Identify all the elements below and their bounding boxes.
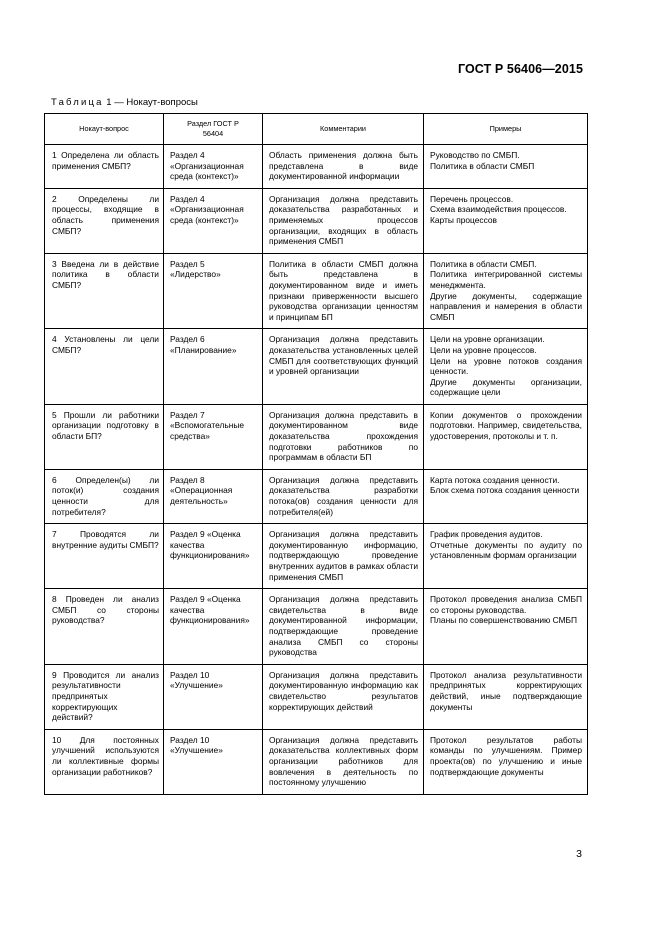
section-cell: Раздел 4 «Организационная среда (контекст)» xyxy=(164,188,263,253)
examples-cell xyxy=(424,664,588,729)
example-item: График проведения аудитов. xyxy=(430,529,543,540)
section-cell: Раздел 4 «Организационная среда (контекст)» xyxy=(164,145,263,189)
table-row xyxy=(45,145,588,189)
examples-cell xyxy=(424,145,588,189)
examples-cell xyxy=(424,469,588,523)
example-item: Планы по совершенствованию СМБП xyxy=(430,615,578,626)
example-item: Политика интегрированной системы менеджмента. xyxy=(430,269,582,290)
page-number: 3 xyxy=(576,848,582,860)
comment-cell: Организация должна представить доказательства коллективных форм организации работников для вовлечения в деятельность по постоянному улучшению xyxy=(263,729,424,794)
table-row xyxy=(45,469,588,523)
table-row xyxy=(45,404,588,469)
examples-cell xyxy=(424,188,588,253)
table-header-row xyxy=(45,114,588,145)
example-item: Протокол проведения анализа СМБП со стороны руководства. xyxy=(430,594,582,615)
document-header: ГОСТ Р 56406—2015 xyxy=(457,62,583,76)
question-cell: 7 Проводятся ли внутренние аудиты СМБП? xyxy=(45,524,164,589)
example-item: Блок схема потока создания ценности xyxy=(430,485,580,496)
knockout-questions-table xyxy=(44,113,588,795)
column-header-examples: Примеры xyxy=(424,114,588,145)
column-header-section: Раздел ГОСТ Р 56404 xyxy=(164,114,263,145)
table-row xyxy=(45,253,588,329)
question-cell: 3 Введена ли в действие политика в области СМБП? xyxy=(45,253,164,329)
example-item: Карты процессов xyxy=(430,214,497,225)
examples-cell xyxy=(424,253,588,329)
example-item: Политика в области СМБП xyxy=(430,160,535,171)
caption-label: Таблица xyxy=(51,97,104,108)
column-header-comments: Комментарии xyxy=(263,114,424,145)
example-item: Отчетные документы по аудиту по установленным формам организации xyxy=(430,539,582,561)
comment-cell: Организация должна представить документированную информацию как свидетельство результатов корректирующих действий xyxy=(263,664,424,729)
comment-cell: Политика в области СМБП должна быть представлена в документированном виде и иметь признаки приверженности высшего руководства организации ценностям и принципам БП xyxy=(263,253,424,329)
question-cell: 8 Проведен ли анализ СМБП со стороны руководства? xyxy=(45,589,164,665)
examples-cell xyxy=(424,524,588,589)
examples-cell xyxy=(424,589,588,665)
example-item: Карта потока создания ценности. xyxy=(430,474,560,485)
comment-cell: Организация должна представить в документированном виде доказательства прохождения подготовки работников по программам в области БП xyxy=(263,404,424,469)
table-row xyxy=(45,729,588,794)
question-cell: 5 Прошли ли работники организации подготовку в области БП? xyxy=(45,404,164,469)
example-item: Цели на уровне потоков создания ценности. xyxy=(430,355,582,377)
example-item: Цели на уровне организации. xyxy=(430,334,545,345)
example-item: Перечень процессов. xyxy=(430,193,514,204)
example-item: Протокол результатов работы команды по улучшениям. Пример проекта(ов) по улучшению и иные подтверждающие документы xyxy=(430,734,582,777)
section-cell: Раздел 9 «Оценка качества функционирования» xyxy=(164,524,263,589)
example-item: Схема взаимодействия процессов. xyxy=(430,204,567,215)
table-row xyxy=(45,664,588,729)
comment-cell: Организация должна представить доказательства разработки потока(ов) создания ценности для потребителя(ей) xyxy=(263,469,424,523)
section-cell: Раздел 9 «Оценка качества функционирования» xyxy=(164,589,263,665)
example-item: Цели на уровне процессов. xyxy=(430,344,537,355)
table-row xyxy=(45,329,588,405)
column-header-question: Нокаут-вопрос xyxy=(45,114,164,145)
example-item: Копии документов о прохождении подготовки. Например, свидетельства, удостоверения, протоколы и т. п. xyxy=(430,409,582,442)
table-row xyxy=(45,524,588,589)
examples-cell xyxy=(424,729,588,794)
example-item: Другие документы организации, содержащие цели xyxy=(430,376,582,398)
question-cell: 9 Проводится ли анализ результативности предпринятых корректирующих действий? xyxy=(45,664,164,729)
question-cell: 2 Определены ли процессы, входящие в область применения СМБП? xyxy=(45,188,164,253)
table-row xyxy=(45,188,588,253)
question-cell: 4 Установлены ли цели СМБП? xyxy=(45,329,164,405)
section-cell: Раздел 7 «Вспомогательные средства» xyxy=(164,404,263,469)
table-caption xyxy=(51,97,198,108)
question-cell: 10 Для постоянных улучшений используются ли коллективные формы организации работников? xyxy=(45,729,164,794)
comment-cell: Область применения должна быть представлена в виде документированной информации xyxy=(263,145,424,189)
question-cell: 1 Определена ли область применения СМБП? xyxy=(45,145,164,189)
section-cell: Раздел 10 «Улучшение» xyxy=(164,664,263,729)
comment-cell: Организация должна представить доказательства установленных целей СМБП для соответствующих функций и уровней организации xyxy=(263,329,424,405)
example-item: Политика в области СМБП. xyxy=(430,258,537,269)
section-cell: Раздел 5 «Лидерство» xyxy=(164,253,263,329)
table-row xyxy=(45,589,588,665)
comment-cell: Организация должна представить доказательства разработанных и применяемых процессов организации, входящих в область применения СМБП xyxy=(263,188,424,253)
comment-cell: Организация должна представить свидетельства в виде документированной информации, подтверждающие проведение анализа СМБП со стороны руководства xyxy=(263,589,424,665)
comment-cell: Организация должна представить документированную информацию, подтверждающую проведение внутренних аудитов в рамках области применения СМБП xyxy=(263,524,424,589)
section-cell: Раздел 10 «Улучшение» xyxy=(164,729,263,794)
caption-number: 1 xyxy=(106,97,112,108)
section-cell: Раздел 8 «Операционная деятельность» xyxy=(164,469,263,523)
section-cell: Раздел 6 «Планирование» xyxy=(164,329,263,405)
example-item: Руководство по СМБП. xyxy=(430,150,520,160)
caption-title: — Нокаут-вопросы xyxy=(111,97,198,108)
question-cell: 6 Определен(ы) ли поток(и) создания ценности для потребителя? xyxy=(45,469,164,523)
examples-cell xyxy=(424,404,588,469)
example-item: Протокол анализа результативности предпринятых корректирующих действий, иные подтверждающие документы xyxy=(430,669,582,712)
example-item: Другие документы, содержащие направления и намерения в области СМБП xyxy=(430,290,582,322)
examples-cell xyxy=(424,329,588,405)
